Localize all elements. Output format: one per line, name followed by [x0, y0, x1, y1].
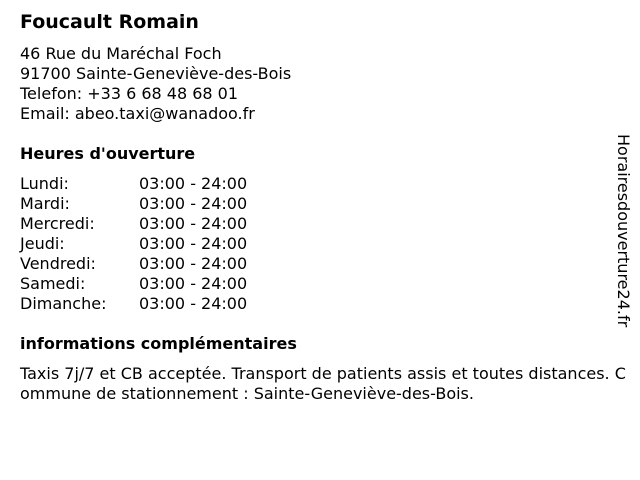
hours-heading: Heures d'ouverture: [20, 144, 196, 163]
hours-row-thursday: [20, 234, 247, 254]
additional-info-heading: informations complémentaires: [20, 334, 297, 353]
time-range: 03:00 - 24:00: [139, 254, 248, 273]
site-watermark: Horairesdouverture24.fr: [614, 134, 633, 328]
day-label: Samedi:: [20, 274, 86, 293]
additional-info-text: Taxis 7j/7 et CB acceptée. Transport de patients assis et toutes distances. Commune de stationnement : Sainte-Geneviève-des-Bois.: [20, 364, 626, 403]
day-label: Mardi:: [20, 194, 70, 213]
phone-number[interactable]: Telefon: +33 6 68 48 68 01: [20, 84, 239, 103]
time-range: 03:00 - 24:00: [139, 194, 248, 213]
email-address[interactable]: Email: abeo.taxi@wanadoo.fr: [20, 104, 255, 123]
opening-hours-table: [20, 174, 247, 314]
day-label: Mercredi:: [20, 214, 95, 233]
day-label: Jeudi:: [20, 234, 65, 253]
hours-row-sunday: [20, 294, 247, 314]
business-name: Foucault Romain: [20, 11, 199, 33]
time-range: 03:00 - 24:00: [139, 234, 248, 253]
address-city: 91700 Sainte-Geneviève-des-Bois: [20, 64, 292, 83]
day-label: Vendredi:: [20, 254, 96, 273]
contact-block: [20, 44, 291, 124]
hours-row-friday: [20, 254, 247, 274]
day-label: Dimanche:: [20, 294, 107, 313]
day-label: Lundi:: [20, 174, 69, 193]
address-street: 46 Rue du Maréchal Foch: [20, 44, 222, 63]
time-range: 03:00 - 24:00: [139, 274, 248, 293]
hours-row-saturday: [20, 274, 247, 294]
hours-row-monday: [20, 174, 247, 194]
time-range: 03:00 - 24:00: [139, 214, 248, 233]
hours-row-wednesday: [20, 214, 247, 234]
time-range: 03:00 - 24:00: [139, 174, 248, 193]
hours-row-tuesday: [20, 194, 247, 214]
time-range: 03:00 - 24:00: [139, 294, 248, 313]
